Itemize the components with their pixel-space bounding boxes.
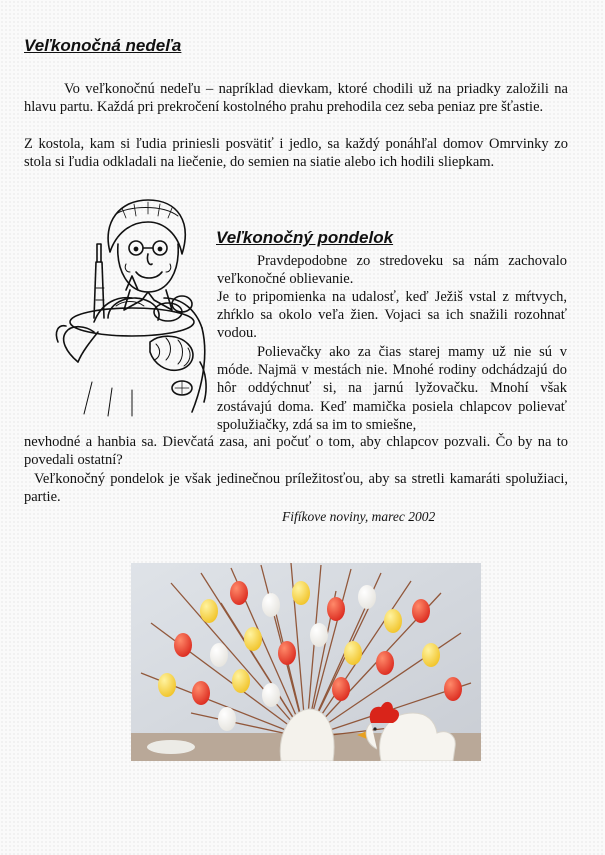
section-title-easter-monday: Veľkonočný pondelok — [216, 228, 394, 247]
paragraph-easter-monday-1: Pravdepodobne zo stredoveku sa nám zachovalo veľkonočné oblievanie. — [217, 253, 567, 288]
paragraph-easter-monday-2-continued: nevhodné a hanbia sa. Dievčatá zasa, ani počuť o tom, aby chlapcov pozvali. Čo by na to povedali ostatní? — [24, 434, 568, 469]
paragraph-easter-monday-2: Polievačky ako za čias starej mamy už nie sú v móde. Najmä v mestách nie. Mnohé rodiny odchádzajú do hôr oddýchnuť si, na jarnú lyžovačku. Mnohí však zostávajú doma. Keď mamička posiela chlapcov polievať spolužiačky, zdá sa im to smiešne, — [217, 344, 567, 433]
paragraph-easter-monday-3: Veľkonočný pondelok je však jedinečnou príležitosťou, aby sa stretli kamaráti spolužiaci, partie. — [24, 471, 568, 506]
section-title-easter-sunday: Veľkonočná nedeľa — [24, 36, 182, 55]
paragraph-easter-sunday-2: Z kostola, kam si ľudia priniesli posvätiť i jedlo, sa každý ponáhľal domov Omrvinky zo stola si ľudia odkladali na liečenie, do semien na siatie alebo ich hodili sliepkam. — [24, 136, 568, 171]
grandmother-illustration — [32, 192, 222, 418]
paragraph-easter-monday-1b: Je to pripomienka na udalosť, keď Ježiš vstal z mŕtvych, zhŕklo sa okolo veľa žien. Vojaci sa ich snažili rozohnať vodou. — [217, 289, 567, 342]
paragraph-easter-sunday-1: Vo veľkonočnú nedeľu – napríklad dievkam, ktoré chodili už na priadky založili na hlavu partu. Každá pri prekročení kostolného prahu prehodila cez seba peniaz pre šťastie. — [24, 81, 568, 116]
source-signature: Fifíkove noviny, marec 2002 — [282, 509, 436, 524]
easter-branches-photo — [131, 563, 481, 761]
